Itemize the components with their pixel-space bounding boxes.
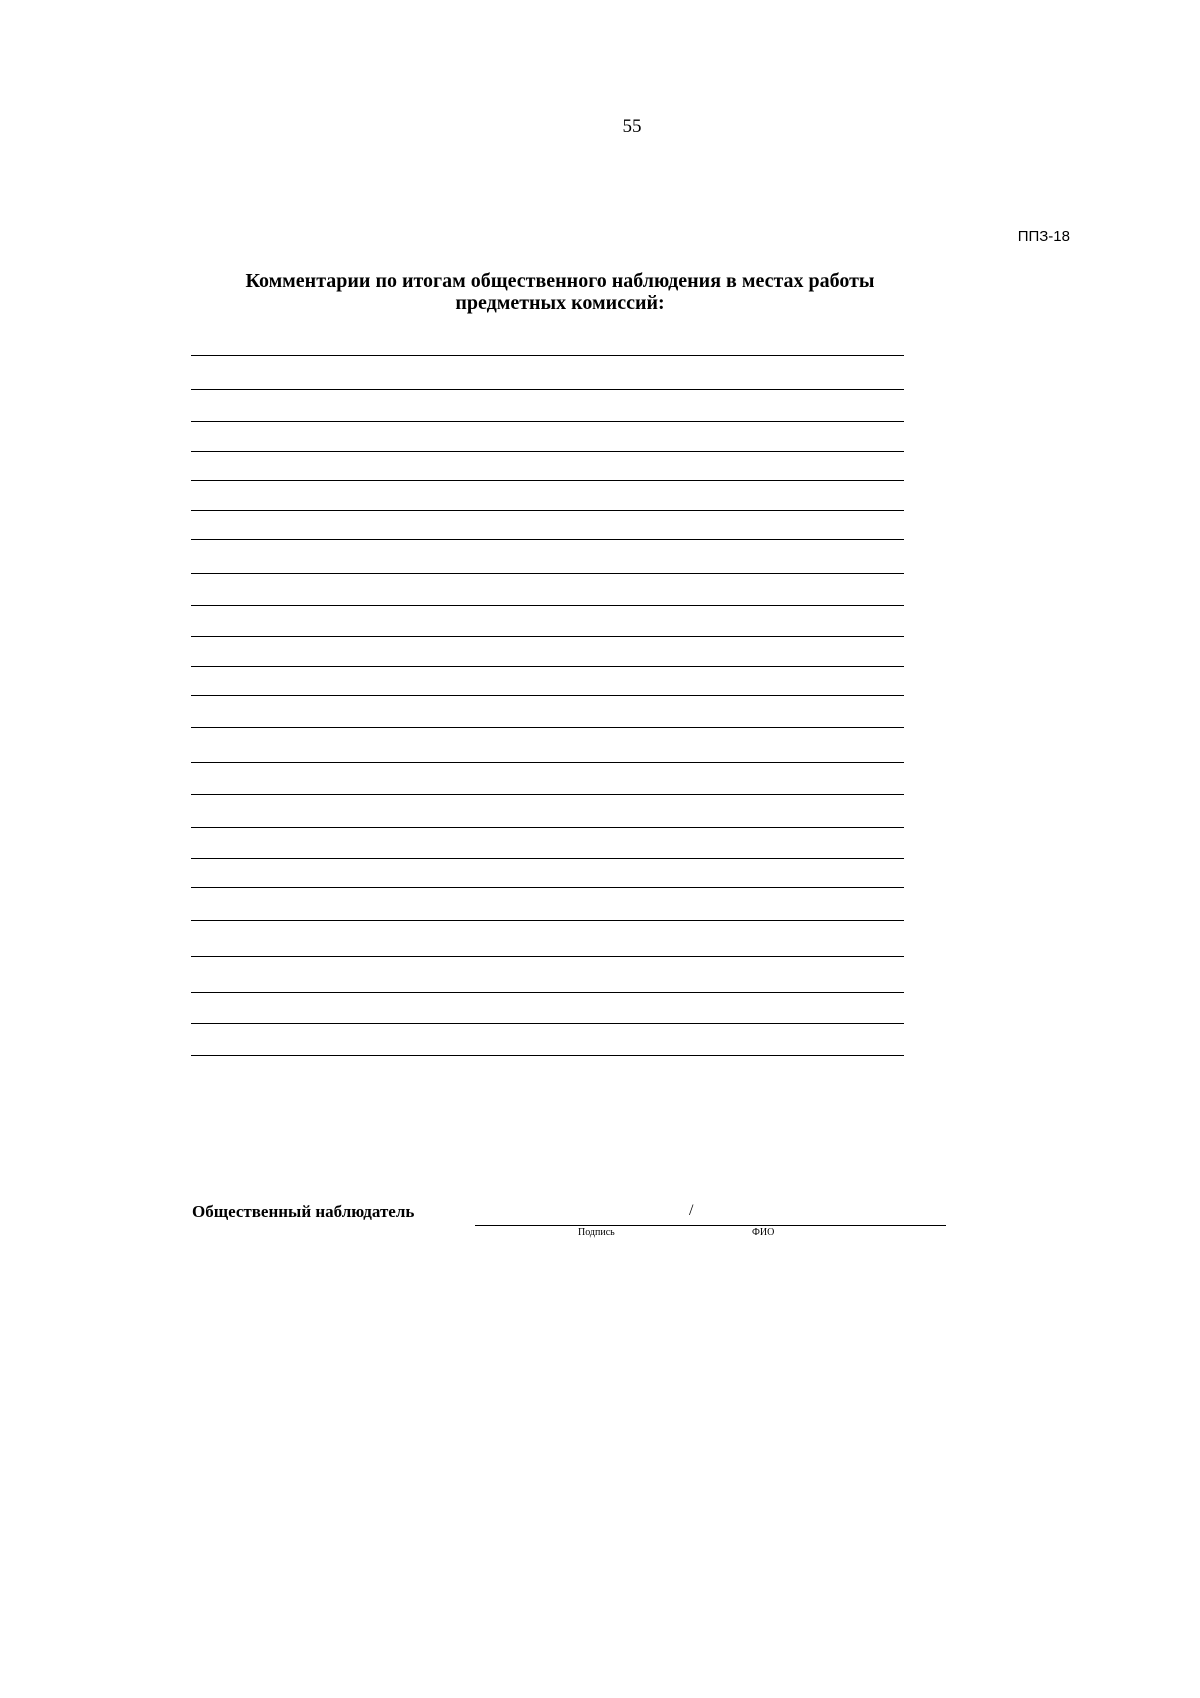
page-number: 55: [622, 116, 642, 137]
comment-line[interactable]: [191, 480, 904, 481]
form-code: ППЗ-18: [1017, 228, 1070, 245]
observer-label: Общественный наблюдатель: [192, 1202, 415, 1221]
signature-caption: Подпись: [578, 1227, 615, 1238]
name-caption: ФИО: [752, 1227, 775, 1238]
comment-line[interactable]: [191, 355, 904, 356]
comment-line[interactable]: [191, 451, 904, 452]
comment-line[interactable]: [191, 605, 904, 606]
comment-line[interactable]: [191, 956, 904, 957]
comment-line[interactable]: [191, 421, 904, 422]
comment-line[interactable]: [191, 794, 904, 795]
signature-line[interactable]: [475, 1225, 946, 1226]
title-line-1: Комментарии по итогам общественного наблюдения в местах работы: [245, 270, 875, 292]
signature-separator: /: [689, 1202, 694, 1219]
comment-line[interactable]: [191, 573, 904, 574]
comment-line[interactable]: [191, 920, 904, 921]
comment-line[interactable]: [191, 827, 904, 828]
comment-line[interactable]: [191, 666, 904, 667]
comment-line[interactable]: [191, 1055, 904, 1056]
comment-line[interactable]: [191, 389, 904, 390]
comment-line[interactable]: [191, 510, 904, 511]
comment-line[interactable]: [191, 727, 904, 728]
comment-line[interactable]: [191, 762, 904, 763]
signature-block: [192, 1202, 952, 1242]
comment-lines: [191, 0, 904, 1100]
comment-line[interactable]: [191, 1023, 904, 1024]
comment-line[interactable]: [191, 992, 904, 993]
comment-line[interactable]: [191, 539, 904, 540]
comment-line[interactable]: [191, 858, 904, 859]
title-line-2: предметных комиссий:: [455, 292, 665, 314]
comment-line[interactable]: [191, 887, 904, 888]
comment-line[interactable]: [191, 636, 904, 637]
comment-line[interactable]: [191, 695, 904, 696]
